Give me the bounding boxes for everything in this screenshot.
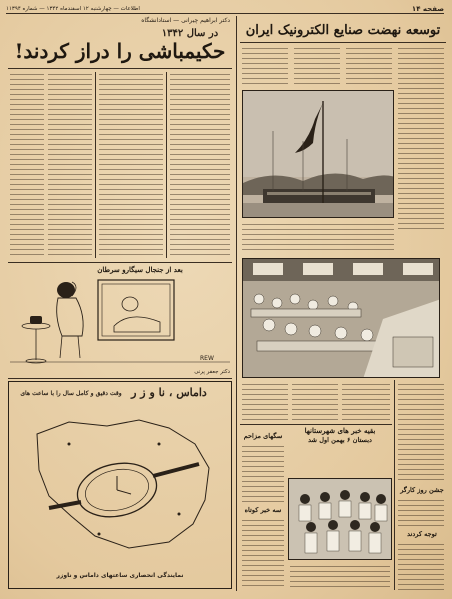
article-text-column bbox=[290, 564, 390, 590]
bottom-headline-2: بقیه خبر های شهرستانها bbox=[304, 426, 376, 435]
column-divider bbox=[236, 16, 237, 591]
right-article-headline: توسعه نهضت صنایع الکترونیک ایران bbox=[245, 23, 441, 38]
article-text-column bbox=[242, 382, 288, 422]
side-headline-2: توجه کردند bbox=[407, 530, 437, 538]
watch-advertisement bbox=[8, 381, 232, 589]
bottom-headline-3: دبستان ۶ بهمن اول شد bbox=[308, 436, 372, 444]
article-byline: دکتر ابراهیم چیرانی — استادانشگاه bbox=[141, 17, 230, 24]
article-text-column bbox=[398, 382, 444, 482]
article-text-column bbox=[10, 72, 44, 258]
cartoon-title: بعد از جنجال سیگارو سرطان bbox=[97, 265, 183, 274]
side-headline-1: جشن روز کارگر bbox=[400, 486, 444, 494]
page-number: صفحه ۱۴ bbox=[411, 4, 444, 13]
section-rule bbox=[240, 424, 392, 425]
masthead bbox=[6, 4, 444, 14]
section-rule bbox=[8, 378, 232, 379]
article-text-column bbox=[342, 382, 390, 422]
bottom-headline-1: سگهای مزاحم bbox=[243, 432, 283, 440]
article-text-column bbox=[398, 46, 444, 232]
cartoon-drawing bbox=[10, 276, 230, 368]
column-rule bbox=[95, 72, 96, 258]
cartoon-caption: دکتر جعفر پرنی bbox=[194, 369, 230, 375]
svg-text:REW: REW bbox=[200, 355, 214, 362]
iran-map-with-watch bbox=[9, 404, 231, 564]
ad-brand: داماس ، نا و ز ر bbox=[131, 386, 207, 399]
article-text-column bbox=[242, 444, 284, 502]
section-rule bbox=[8, 262, 232, 263]
article-text-column bbox=[170, 72, 230, 258]
cartoon-frame bbox=[10, 276, 230, 368]
column-rule bbox=[166, 72, 167, 258]
factory-photo bbox=[242, 90, 394, 218]
article-text-column bbox=[398, 498, 444, 526]
dateline: اطلاعات — چهارشنبه ۱۲ اسفند‌ماه ۱۳۴۲ — شماره ۱۱۳۹۴ bbox=[6, 5, 140, 12]
article-text-column bbox=[398, 542, 444, 590]
article-text-column bbox=[242, 518, 284, 590]
column-rule bbox=[394, 380, 395, 590]
article-text-column bbox=[292, 382, 338, 422]
article-headline: حکیمباشی را دراز کردند! bbox=[14, 39, 226, 63]
article-kicker: در سال ۱۳۴۲ bbox=[161, 28, 219, 39]
students-photo bbox=[288, 478, 392, 560]
headline-rule bbox=[240, 42, 446, 43]
ad-footer: نمایندگی انحصاری ساعتهای داماس و ناوزر bbox=[56, 572, 184, 579]
article-text-column bbox=[242, 46, 288, 88]
bottom-headline-4: سه خبر کوتاه bbox=[244, 506, 282, 514]
article-text-column bbox=[242, 222, 394, 252]
workshop-photo bbox=[242, 258, 440, 378]
article-text-column bbox=[346, 46, 392, 88]
headline-rule bbox=[8, 68, 232, 69]
ad-tagline: وقت دقیق و کامل سال را با ساعت های bbox=[20, 390, 122, 397]
article-text-column bbox=[99, 72, 163, 258]
article-text-column bbox=[294, 46, 340, 88]
article-text-column bbox=[48, 72, 92, 258]
